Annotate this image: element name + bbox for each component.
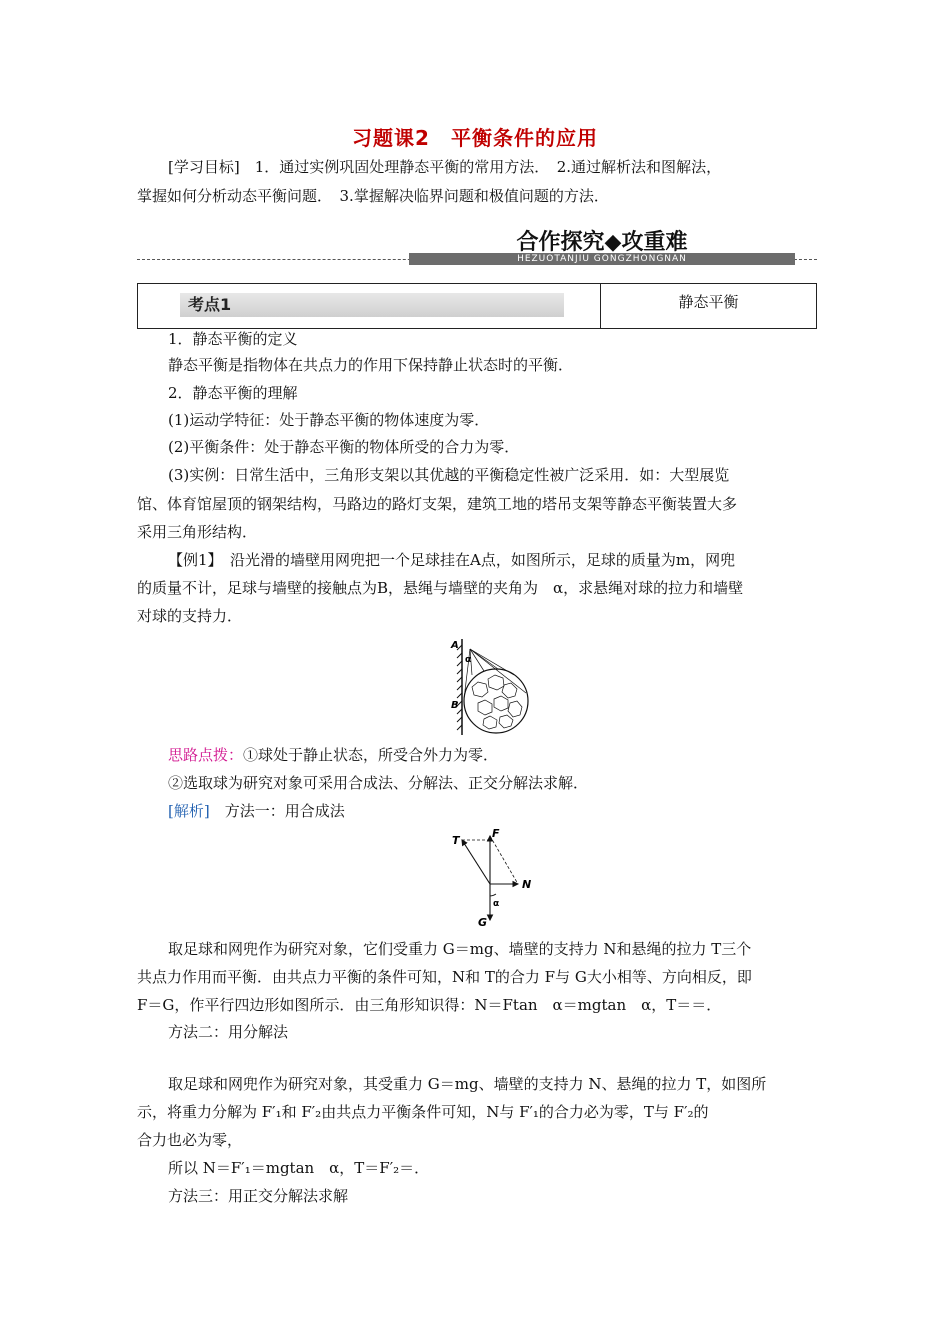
solution-b-line-2: 示，将重力分解为 F′₁和 F′₂由共点力平衡条件可知，N与 F′₁的合力必为零，T与 F′₂的	[137, 1103, 709, 1121]
fig2-label-t: T	[452, 834, 460, 847]
kaodian-label: 考点1	[188, 295, 232, 314]
analysis-label: [解析]	[168, 802, 210, 820]
objectives-line-2: 掌握如何分析动态平衡问题． 3.掌握解决临界问题和极值问题的方法．	[137, 187, 609, 205]
kaodian-topic: 静态平衡	[678, 293, 739, 311]
method-1-label: 方法一：用合成法	[224, 802, 345, 820]
fig1-label-a: A	[451, 640, 459, 651]
solution-b-line-1: 取足球和网兜作为研究对象，其受重力 G＝mg、墙壁的支持力 N、悬绳的拉力 T，如图所	[168, 1075, 767, 1093]
hint-line-1	[168, 745, 498, 765]
fig2-label-alpha: α	[493, 899, 500, 909]
para-example-1: (3)实例：日常生活中，三角形支架以其优越的平衡稳定性被广泛采用．如：大型展览	[168, 466, 730, 484]
solution-a-line-3: F＝G，作平行四边形如图所示．由三角形知识得：N＝Ftan α＝mgtan α，T＝＝．	[137, 996, 722, 1014]
example-line-2: 的质量不计，足球与墙壁的接触点为B，悬绳与墙壁的夹角为 α，求悬绳对球的拉力和墙壁	[137, 579, 744, 597]
solution-a-line-1: 取足球和网兜作为研究对象，它们受重力 G＝mg、墙壁的支持力 N和悬绳的拉力 T三个	[168, 940, 752, 958]
fig2-label-n: N	[522, 878, 532, 891]
example-line-3: 对球的支持力．	[137, 607, 243, 625]
kaodian-tag	[180, 293, 564, 317]
para-example-2: 馆、体育馆屋顶的钢架结构，马路边的路灯支架，建筑工地的塔吊支架等静态平衡装置大多	[137, 495, 738, 513]
objectives-line-1: [学习目标] 1．通过实例巩固处理静态平衡的常用方法． 2.通过解析法和图解法，	[168, 158, 722, 176]
para-kinematics: (1)运动学特征：处于静态平衡的物体速度为零．	[168, 411, 490, 429]
hint-text-1: ①球处于静止状态，所受合外力为零．	[243, 746, 499, 764]
fig2-label-g: G	[478, 916, 488, 929]
solution-b-line-4: 所以 N＝F′₁＝mgtan α，T＝F′₂＝．	[168, 1159, 430, 1177]
section-banner-area	[137, 225, 817, 267]
para-example-3: 采用三角形结构．	[137, 523, 258, 541]
para-understanding-heading: 2．静态平衡的理解	[168, 384, 298, 402]
force-diagram	[446, 826, 538, 934]
solution-b-line-3: 合力也必为零，	[137, 1131, 243, 1149]
banner-title: 合作探究◆攻重难	[516, 230, 688, 255]
section-banner	[409, 225, 795, 265]
kaodian-table	[137, 283, 817, 329]
page-title: 习题课2 平衡条件的应用	[352, 126, 598, 150]
fig2-label-f: F	[492, 827, 500, 840]
para-definition-heading: 1．静态平衡的定义	[168, 330, 298, 348]
example-line-1: 【例1】 沿光滑的墙壁用网兜把一个足球挂在A点，如图所示，足球的质量为m，网兜	[168, 551, 736, 569]
para-condition: (2)平衡条件：处于静态平衡的物体所受的合力为零．	[168, 438, 520, 456]
hint-label: 思路点拨：	[168, 746, 244, 764]
hint-line-2: ②选取球为研究对象可采用合成法、分解法、正交分解法求解．	[168, 774, 589, 792]
fig1-label-alpha: α	[465, 655, 472, 665]
para-definition: 静态平衡是指物体在共点力的作用下保持静止状态时的平衡．	[168, 356, 574, 374]
analysis-line	[168, 801, 345, 821]
ball-on-wall-figure	[448, 635, 532, 739]
fig1-label-b: B	[451, 700, 459, 711]
solution-a-line-2: 共点力作用而平衡．由共点力平衡的条件可知，N和 T的合力 F与 G大小相等、方向相反，即	[137, 968, 752, 986]
method-2-label: 方法二：用分解法	[168, 1023, 289, 1041]
method-3-label: 方法三：用正交分解法求解	[168, 1187, 349, 1205]
banner-subtitle: HEZUOTANJIU GONGZHONGNAN	[517, 254, 687, 264]
